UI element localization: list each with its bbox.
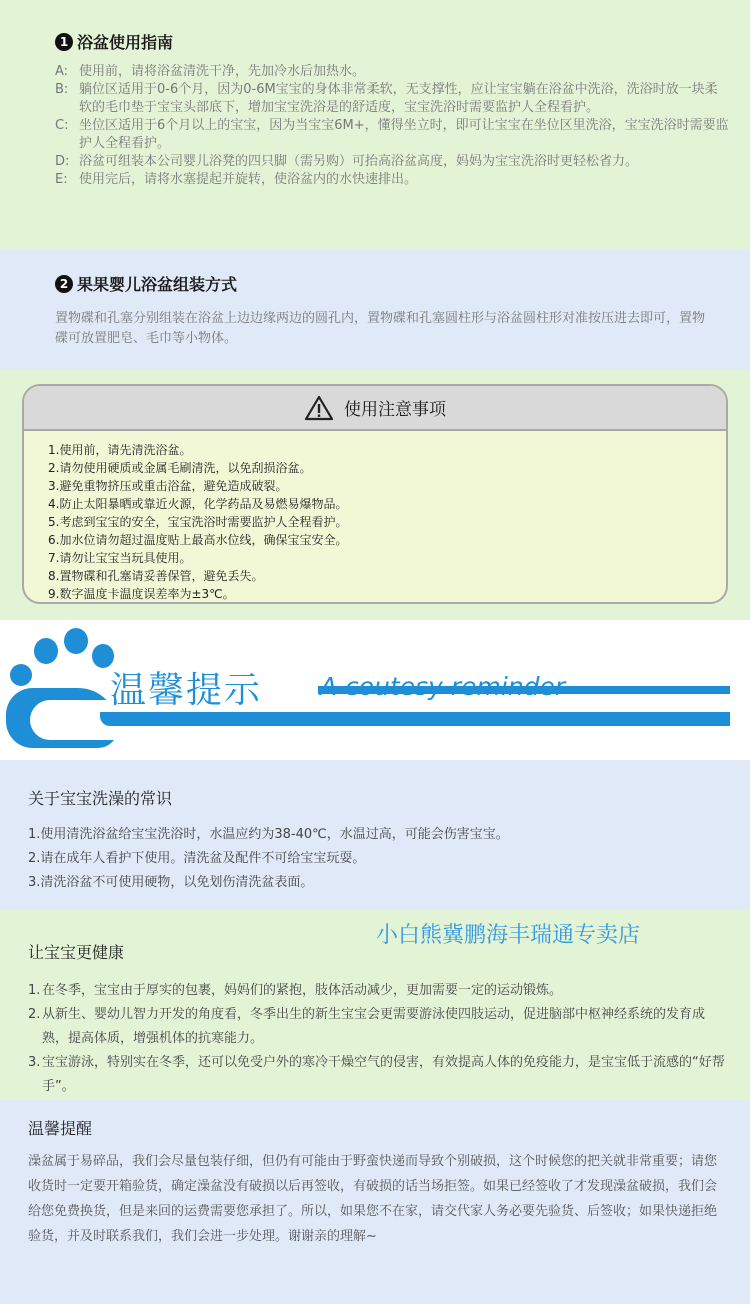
knowledge-item: 2.请在成年人看护下使用。清洗盆及配件不可给宝宝玩耍。 — [28, 851, 366, 866]
guide-item-letter: E: — [55, 172, 68, 187]
health-item-text: 从新生、婴幼儿智力开发的角度看，冬季出生的新生宝宝会更需要游泳使四肢运动，促进脑部中枢神经系统的发育成熟，提高体质，增强机体的抗寒能力。 — [42, 1007, 706, 1046]
warm-reminder-text: 澡盆属于易碎品，我们会尽量包装仔细，但仍有可能由于野蛮快递而导致个别破损，这个时候您的把关就非常重要；请您收货时一定要开箱验货，确定澡盆没有破损以后再签收，有破损的话当场拒签。如果已经签收了才发现澡盆破损，我们会给您免费换货，但是来回的运费需要您承担了。所以，如果您不在家，请交代家人务必要先验货、后签收；如果快递拒绝验货，并及时联系我们，我们会进一步处理。谢谢亲的理解~ — [28, 1154, 718, 1244]
guide-item-text: 坐位区适用于6个月以上的宝宝，因为当宝宝6M+，懂得坐立时，即可让宝宝在坐位区里洗浴，宝宝洗浴时需要监护人全程看护。 — [79, 118, 729, 151]
guide-item-text: 浴盆可组装本公司婴儿浴凳的四只脚（需另购）可抬高浴盆高度，妈妈为宝宝洗浴时更轻松省力。 — [79, 154, 639, 169]
guide-item-text: 躺位区适用于0-6个月，因为0-6M宝宝的身体非常柔软，无支撑性，应让宝宝躺在浴盆中洗浴，洗浴时放一块柔软的毛巾垫于宝宝头部底下，增加宝宝洗浴是的舒适度，宝宝洗浴时需要监护人全程看护。 — [79, 82, 718, 115]
health-title: 让宝宝更健康 — [28, 943, 125, 962]
warm-reminder-title: 温馨提醒 — [28, 1119, 93, 1138]
assembly-title: 果果婴儿浴盆组装方式 — [77, 275, 238, 294]
health-item-text: 在冬季，宝宝由于厚实的包裹，妈妈们的紧抱，肢体活动减少，更加需要一定的运动锻炼。 — [42, 983, 563, 998]
guide-section — [0, 0, 750, 250]
guide-item-letter: D: — [55, 154, 70, 169]
guide-number-badge: 1 — [55, 33, 73, 51]
caution-item: 6.加水位请勿超过温度贴上最高水位线，确保宝宝安全。 — [48, 533, 348, 547]
assembly-number-badge: 2 — [55, 275, 73, 293]
caution-box — [22, 384, 728, 604]
caution-item: 2.请勿使用硬质或金属毛刷清洗，以免刮损浴盆。 — [48, 461, 312, 475]
caution-title: 使用注意事项 — [344, 400, 446, 420]
guide-item-letter: B: — [55, 82, 69, 97]
guide-item-text: 使用前，请将浴盆清洗干净，先加冷水后加热水。 — [79, 64, 366, 79]
knowledge-list — [28, 823, 750, 895]
knowledge-section — [0, 760, 750, 910]
caution-item: 5.考虑到宝宝的安全，宝宝洗浴时需要监护人全程看护。 — [48, 515, 348, 529]
knowledge-title: 关于宝宝洗澡的常识 — [28, 789, 173, 808]
caution-item: 3.避免重物挤压或重击浴盆，避免造成破裂。 — [48, 479, 288, 493]
banner-title-en: A coutesy reminder — [320, 672, 566, 701]
caution-item: 4.防止太阳暴晒或靠近火源，化学药品及易燃易爆物品。 — [48, 497, 348, 511]
guide-item-b — [55, 81, 750, 117]
guide-title: 浴盆使用指南 — [77, 33, 174, 52]
caution-header — [24, 386, 726, 431]
store-name: 小白熊冀鹏海丰瑞通专卖店 — [376, 923, 641, 948]
assembly-section — [0, 250, 750, 370]
assembly-text: 置物碟和孔塞分别组装在浴盆上边边缘两边的圆孔内，置物碟和孔塞圆柱形与浴盆圆柱形对准按压进去即可，置物碟可放置肥皂、毛巾等小物体。 — [55, 311, 706, 346]
guide-heading — [55, 30, 750, 53]
assembly-heading — [55, 272, 750, 295]
knowledge-item: 3.清洗浴盆不可使用硬物，以免划伤清洗盆表面。 — [28, 875, 314, 890]
caution-section — [0, 370, 750, 620]
guide-item-c — [55, 117, 750, 153]
health-item-index: 2. — [28, 1007, 41, 1022]
health-item — [28, 1051, 728, 1099]
caution-item: 7.请勿让宝宝当玩具使用。 — [48, 551, 192, 565]
health-item-index: 3. — [28, 1055, 41, 1070]
health-list — [28, 979, 728, 1099]
caution-item: 9.数字温度卡温度误差率为±3℃。 — [48, 587, 235, 601]
health-item — [28, 979, 728, 1003]
banner-bottom-bar — [100, 712, 730, 726]
banner-title-zh: 温馨提示 — [110, 670, 263, 711]
guide-item-a — [55, 63, 750, 81]
guide-list — [55, 63, 750, 189]
guide-item-e — [55, 171, 750, 189]
guide-item-letter: A: — [55, 64, 69, 79]
guide-item-d — [55, 153, 750, 171]
knowledge-item: 1.使用清洗浴盆给宝宝洗浴时，水温应约为38-40℃，水温过高，可能会伤害宝宝。 — [28, 827, 509, 842]
caution-list — [24, 431, 726, 603]
caution-item: 1.使用前，请先清洗浴盆。 — [48, 443, 192, 457]
health-item-index: 1. — [28, 983, 41, 998]
paw-toe — [10, 664, 32, 686]
warning-triangle-icon — [304, 395, 334, 421]
caution-item: 8.置物碟和孔塞请妥善保管，避免丢失。 — [48, 569, 264, 583]
guide-item-letter: C: — [55, 118, 69, 133]
paw-toe — [64, 628, 88, 654]
guide-item-text: 使用完后，请将水塞提起并旋转，使浴盆内的水快速排出。 — [79, 172, 418, 187]
paw-toe — [34, 638, 58, 664]
health-item — [28, 1003, 728, 1051]
health-item-text: 宝宝游泳，特别实在冬季，还可以免受户外的寒冷干燥空气的侵害，有效提高人体的免疫能力，是宝宝低于流感的“好帮手”。 — [42, 1055, 725, 1094]
warm-reminder-section — [0, 1100, 750, 1304]
